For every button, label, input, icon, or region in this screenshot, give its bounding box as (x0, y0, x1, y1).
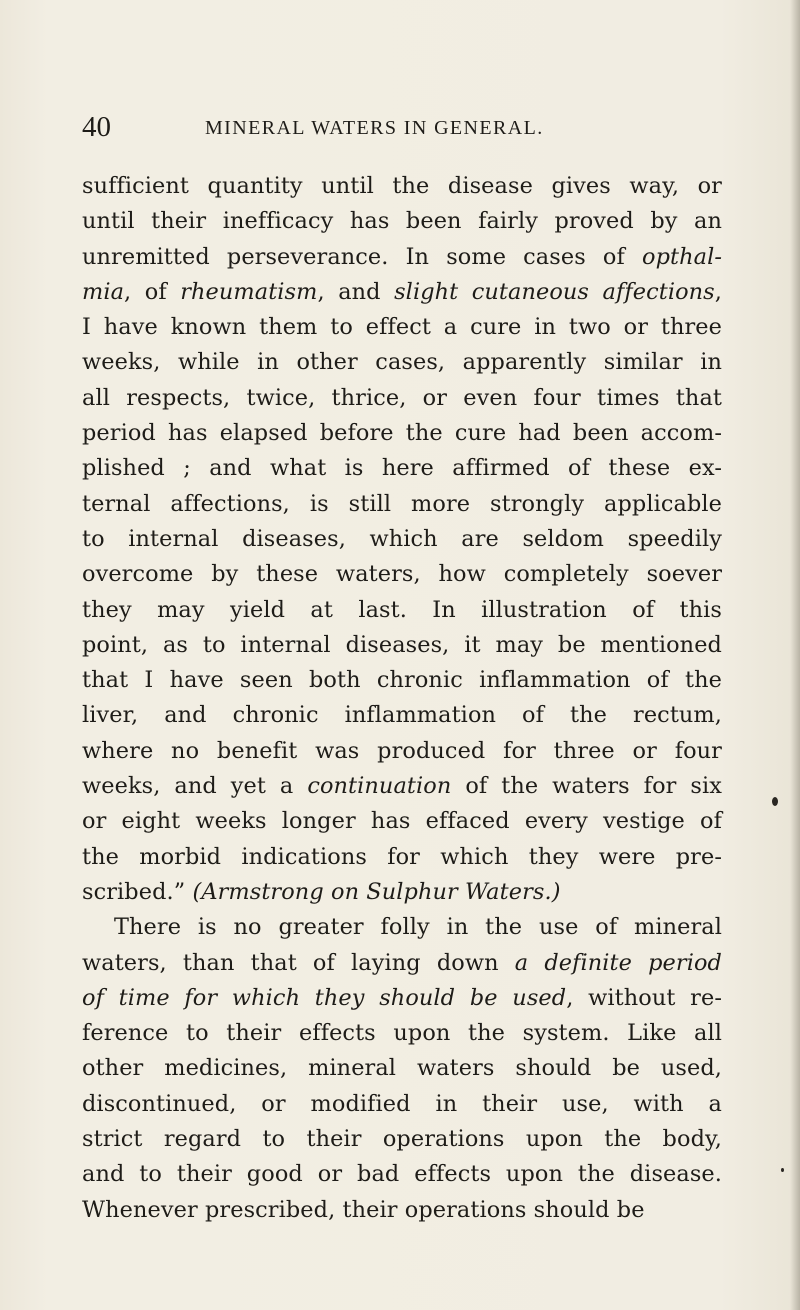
italic-term: of time for which they should be used (82, 984, 567, 1011)
running-title: MINERAL WATERS IN GENERAL. (205, 117, 544, 139)
page-header (82, 112, 702, 146)
italic-term: continuation (307, 773, 452, 800)
text-line: and to their good or bad effects upon the disease. (82, 1161, 722, 1188)
text-line: other medicines, mineral waters should be used, (82, 1055, 722, 1082)
text-line: where no benefit was produced for three or four (82, 737, 722, 764)
text-line: all respects, twice, thrice, or even four times that (82, 384, 722, 411)
citation: (Armstrong on Sulphur Waters.) (192, 878, 561, 905)
text-line: weeks, and yet a continuation of the waters for six (82, 773, 722, 800)
ink-speck (781, 1168, 784, 1172)
text-line: ference to their effects upon the system. Like all (82, 1020, 722, 1047)
text-line: they may yield at last. In illustration of this (82, 596, 722, 623)
text-line: scribed.” (Armstrong on Sulphur Waters.) (82, 878, 561, 905)
italic-term: rheumatism (180, 278, 318, 305)
text-line: sufficient quantity until the disease gives way, or (82, 173, 722, 199)
italic-term: a definite period (514, 949, 722, 976)
text-line: weeks, while in other cases, apparently similar in (82, 349, 722, 376)
page-edge-shadow (790, 0, 800, 1310)
text-line: unremitted perseverance. In some cases of opthal- (82, 243, 722, 270)
italic-term: mia (82, 278, 125, 305)
text-line: period has elapsed before the cure had been accom- (82, 420, 722, 447)
text-line: Whenever prescribed, their operations should be (82, 1196, 645, 1223)
text-line: liver, and chronic inflammation of the rectum, (82, 702, 722, 729)
text-line: discontinued, or modified in their use, with a (82, 1090, 722, 1117)
text-line: ternal affections, is still more strongly applicable (82, 490, 722, 517)
text-line: plished ; and what is here affirmed of these ex- (82, 455, 722, 482)
body-text (82, 169, 722, 1228)
text-line: strict regard to their operations upon the body, (82, 1126, 722, 1153)
ink-speck (772, 797, 778, 806)
text-line: to internal diseases, which are seldom speedily (82, 525, 722, 552)
italic-term: slight cutaneous affections (394, 278, 715, 305)
page-number: 40 (82, 111, 111, 143)
text-line: overcome by these waters, how completely soever (82, 561, 722, 588)
text-line: of time for which they should be used, without re- (82, 984, 722, 1011)
text-line: point, as to internal diseases, it may be mentioned (82, 631, 722, 658)
text-line: mia, of rheumatism, and slight cutaneous affections, (82, 278, 722, 305)
text-line: I have known them to effect a cure in two or three (82, 314, 722, 341)
text-line: or eight weeks longer has effaced every vestige of (82, 808, 722, 835)
text-line: the morbid indications for which they were pre- (82, 843, 722, 870)
text-line: There is no greater folly in the use of mineral (114, 914, 722, 941)
italic-term: opthal- (641, 243, 722, 270)
text-line: until their inefficacy has been fairly proved by an (82, 208, 722, 235)
text-line: waters, than that of laying down a definite period (82, 949, 722, 976)
text-line: that I have seen both chronic inflammation of the (82, 667, 722, 694)
